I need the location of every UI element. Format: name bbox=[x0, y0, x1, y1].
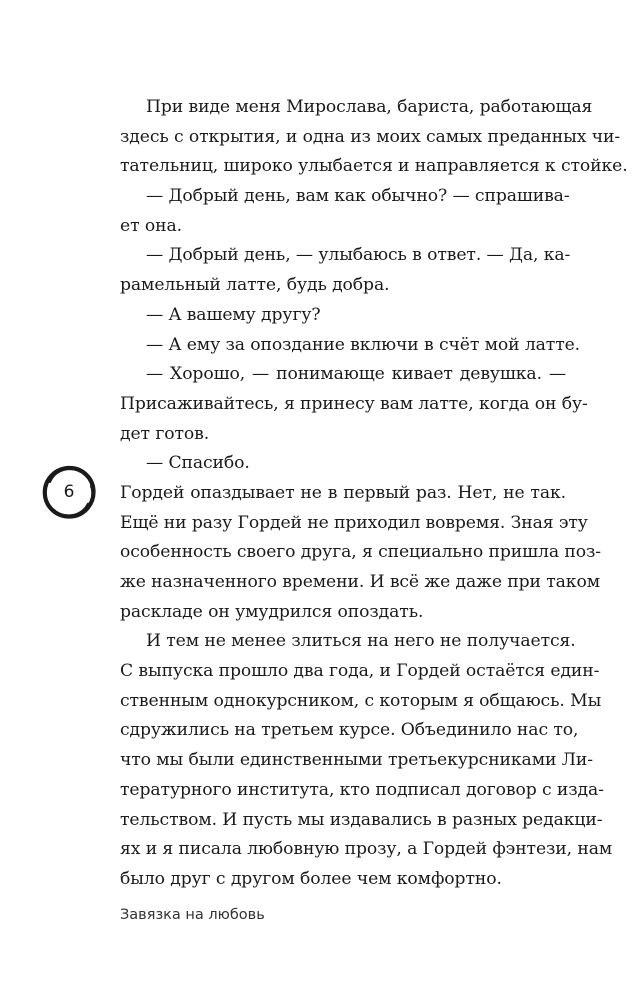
text-line: ственным однокурсником, с которым я общаюсь. Мы bbox=[120, 690, 602, 711]
text-line: особенность своего друга, я специально пришла поз- bbox=[120, 542, 601, 563]
text-line: тельством. И пусть мы издавались в разных редакци- bbox=[120, 809, 603, 830]
text-line: тературного института, кто подписал договор с изда- bbox=[120, 779, 604, 800]
text-line: — Хорошо, — понимающе кивает девушка. — bbox=[146, 364, 566, 385]
text-line: дет готов. bbox=[120, 423, 210, 444]
text-line: раскладе он умудрился опоздать. bbox=[120, 601, 424, 622]
text-line: — Добрый день, вам как обычно? — спрашива- bbox=[146, 186, 570, 207]
text-line: ет она. bbox=[120, 215, 182, 236]
text-line: — Добрый день, — улыбаюсь в ответ. — Да, ка- bbox=[146, 245, 571, 266]
text-line: же назначенного времени. И всё же даже при таком bbox=[120, 572, 600, 592]
text-line: С выпуска прошло два года, и Гордей остаётся един- bbox=[120, 661, 600, 682]
text-line: Ещё ни разу Гордей не приходил вовремя. Зная эту bbox=[120, 512, 588, 533]
page-number: 6 bbox=[63, 482, 75, 502]
text-line: рамельный латте, будь добра. bbox=[120, 275, 390, 296]
text-line: что мы были единственными третьекурсниками Ли- bbox=[120, 750, 593, 771]
text-line: При виде меня Мирослава, бариста, работающая bbox=[146, 97, 593, 117]
text-line: — Спасибо. bbox=[146, 453, 250, 474]
text-line: сдружились на третьем курсе. Объединило нас то, bbox=[120, 720, 579, 741]
text-line: здесь с открытия, и одна из моих самых преданных чи- bbox=[120, 126, 621, 147]
running-footer-title: Завязка на любовь bbox=[120, 907, 265, 923]
text-line: было друг с другом более чем комфортно. bbox=[120, 868, 502, 889]
text-line: Гордей опаздывает не в первый раз. Нет, не так. bbox=[120, 482, 566, 503]
page-number-badge bbox=[41, 464, 97, 520]
text-line: ях и я писала любовную прозу, а Гордей фэнтези, нам bbox=[120, 839, 613, 860]
text-line: — А вашему другу? bbox=[146, 304, 321, 325]
text-line: Присаживайтесь, я принесу вам латте, когда он бу- bbox=[120, 393, 588, 414]
text-line: тательниц, широко улыбается и направляется к стойке. bbox=[120, 156, 628, 177]
text-line: И тем не менее злиться на него не получается. bbox=[146, 631, 576, 652]
text-line: — А ему за опоздание включи в счёт мой латте. bbox=[146, 334, 581, 355]
body-text bbox=[120, 93, 628, 895]
